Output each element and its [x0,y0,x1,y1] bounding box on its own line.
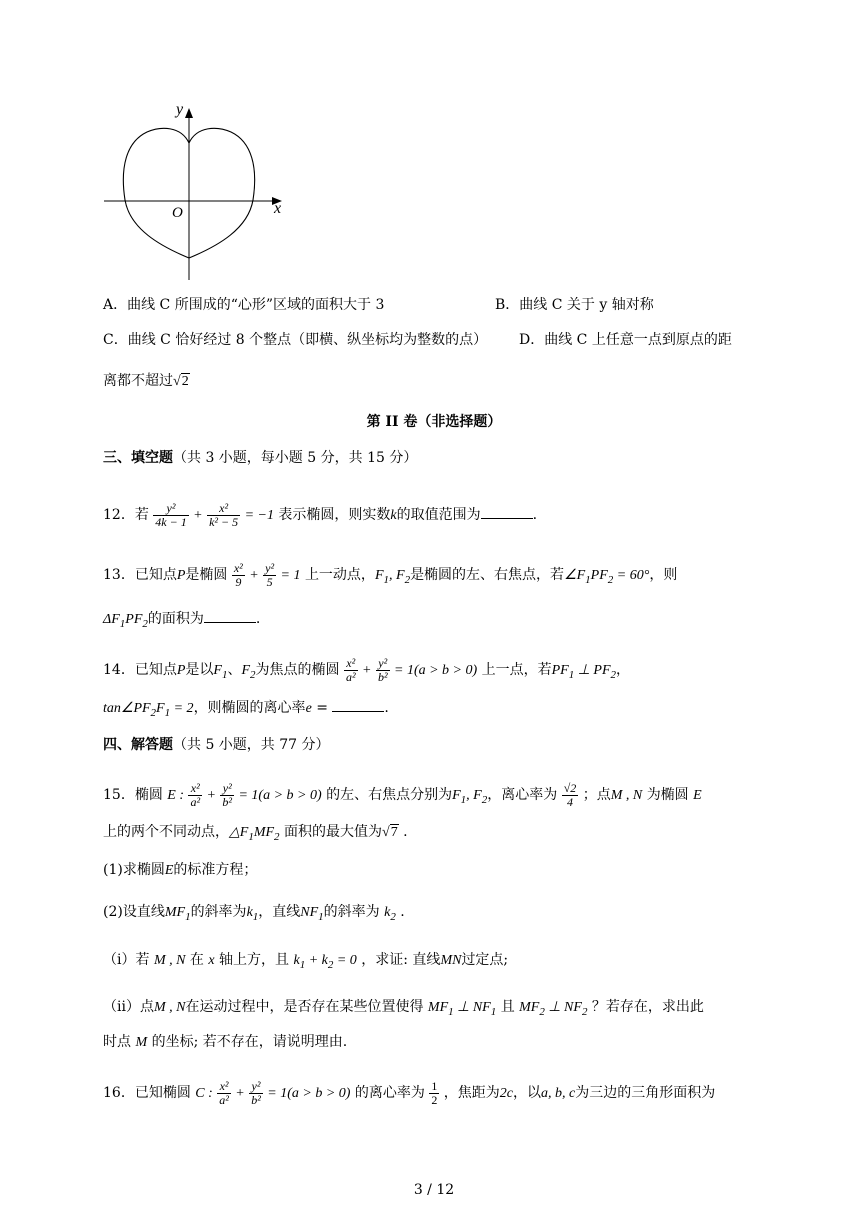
question-13-line2: $\Delta F_1PF_2$的面积为 . [103,608,260,634]
question-15-sub1: (1)求椭圆E的标准方程； [103,862,258,878]
x-axis-label: x [274,200,282,217]
page-number: 3 / 12 [413,1182,455,1198]
question-12: 12．若 $\frac{\text{y²}}{4k - 1}$ + $\frac{\text{x²}}{\text{k² − 5}}$ = −1 表示椭圆，则实数k的取值范围为 . [103,500,538,529]
question-13: 13．已知点P是椭圆 $\frac{\text{x²}}{9}$ + $\frac{\text{y²}}{5}$ = 1 上一动点，$F_1$, $F_2$是椭圆的左、右焦点，若$\angle F_1PF_2 = 60^\circ$，则 [103,560,678,589]
section4-heading: 四、解答题（共 5 小题，共 77 分） [103,737,330,753]
question-15-sub2: (2)设直线$MF_1$的斜率为$k_1$，直线$NF_1$的斜率为 $k_2$ . [103,904,405,923]
option-a: A．曲线 C 所围成的“心形”区域的面积大于 3 [103,297,385,313]
option-d-continued: 离都不超过√2 [103,373,189,389]
question-15: 15．椭圆 E : $\frac{\text{x²}}{\text{a²}}$ + $\frac{\text{y²}}{\text{b²}}$ = 1(a > b > 0) 的左、右焦点分别为$F_1$, $F_2$，离心率为 $\frac{√2}{4}$ ；点M , N 为椭圆 E [103,780,702,809]
heart-curve-figure [100,98,300,283]
option-b: B．曲线 C 关于 y 轴对称 [495,297,654,313]
question-15-part-ii: （ii）点M , N在运动过程中，是否存在某些位置使得 $MF_1$ ⊥ $NF_1$ 且 $MF_2$ ⊥ $NF_2$ ？若存在，求出此 [103,999,704,1018]
y-axis-label: y [176,101,184,118]
question-15-line2: 上的两个不同动点，$\triangle F_1MF_2$ 面积的最大值为√7 . [103,824,408,843]
option-d: D．曲线 C 上任意一点到原点的距 [519,332,732,348]
question-14-line2: $\tan\angle PF_2F_1 = 2$，则椭圆的离心率e = . [103,697,389,723]
question-15-part-i: （i）若 M , N 在 x 轴上方，且 $k_1 + k_2 = 0$ ，求证: 直线MN过定点; [103,952,509,971]
origin-label: O [172,205,183,221]
section3-heading: 三、填空题（共 3 小题，每小题 5 分，共 15 分） [103,450,418,466]
question-16: 16．已知椭圆 C : $\frac{\text{x²}}{\text{a²}}$ + $\frac{\text{y²}}{\text{b²}}$ = 1(a > b > 0) 的离心率为 $\frac{1}{2}$ ，焦距为2c，以a, b, c为三边的三角形面积为 [103,1078,716,1107]
option-c: C．曲线 C 恰好经过 8 个整点（即横、纵坐标均为整数的点） [103,332,488,348]
question-15-part-ii-line2: 时点 M 的坐标; 若不存在，请说明理由. [103,1034,348,1050]
part2-title: 第 II 卷（非选择题） [366,414,502,430]
question-14: 14．已知点P是以$F_1$、$F_2$为焦点的椭圆 $\frac{\text{x²}}{\text{a²}}$ + $\frac{\text{y²}}{\text{b²}}$ = 1(a > b > 0) 上一点，若$PF_1$ ⊥ $PF_2$， [103,655,631,684]
